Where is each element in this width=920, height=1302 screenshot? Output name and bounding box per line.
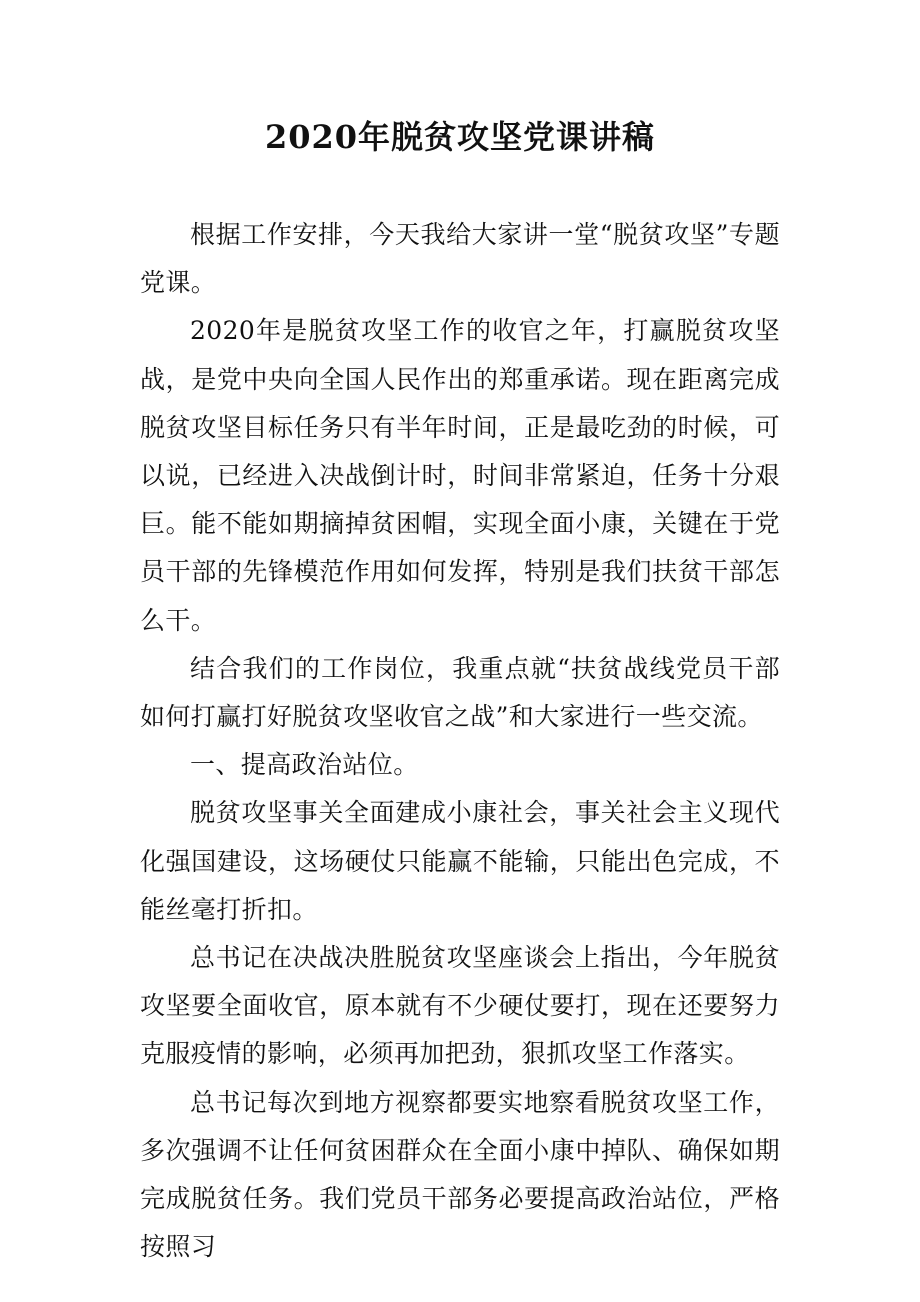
document-body <box>140 211 780 1271</box>
document-title: 2020年脱贫攻坚党课讲稿 <box>264 118 656 156</box>
section-heading-1: 一、提高政治站位。 <box>190 750 419 780</box>
paragraph-focus: 结合我们的工作岗位，我重点就“扶贫战线党员干部如何打赢打好脱贫攻坚收官之战”和大家进行一些交流。 <box>140 653 780 732</box>
paragraph-background: 2020年是脱贫攻坚工作的收官之年，打赢脱贫攻坚战，是党中央向全国人民作出的郑重承诺。现在距离完成脱贫攻坚目标任务只有半年时间，正是最吃劲的时候，可以说，已经进入决战倒计时，时间非常紧迫，任务十分艰巨。能不能如期摘掉贫困帽，实现全面小康，关键在于党员干部的先锋模范作用如何发挥，特别是我们扶贫干部怎么干。 <box>140 316 780 635</box>
paragraph-intro: 根据工作安排，今天我给大家讲一堂“脱贫攻坚”专题党课。 <box>140 220 780 298</box>
paragraph-significance: 脱贫攻坚事关全面建成小康社会，事关社会主义现代化强国建设，这场硬仗只能赢不能输，只能出色完成，不能丝毫打折扣。 <box>140 798 780 924</box>
paragraph-inspection: 总书记每次到地方视察都要实地察看脱贫攻坚工作，多次强调不让任何贫困群众在全面小康中掉队、确保如期完成脱贫任务。我们党员干部务必要提高政治站位，严格按照习 <box>140 1087 780 1262</box>
paragraph-symposium: 总书记在决战决胜脱贫攻坚座谈会上指出，今年脱贫攻坚要全面收官，原本就有不少硬仗要打，现在还要努力克服疫情的影响，必须再加把劲，狠抓攻坚工作落实。 <box>140 943 780 1069</box>
